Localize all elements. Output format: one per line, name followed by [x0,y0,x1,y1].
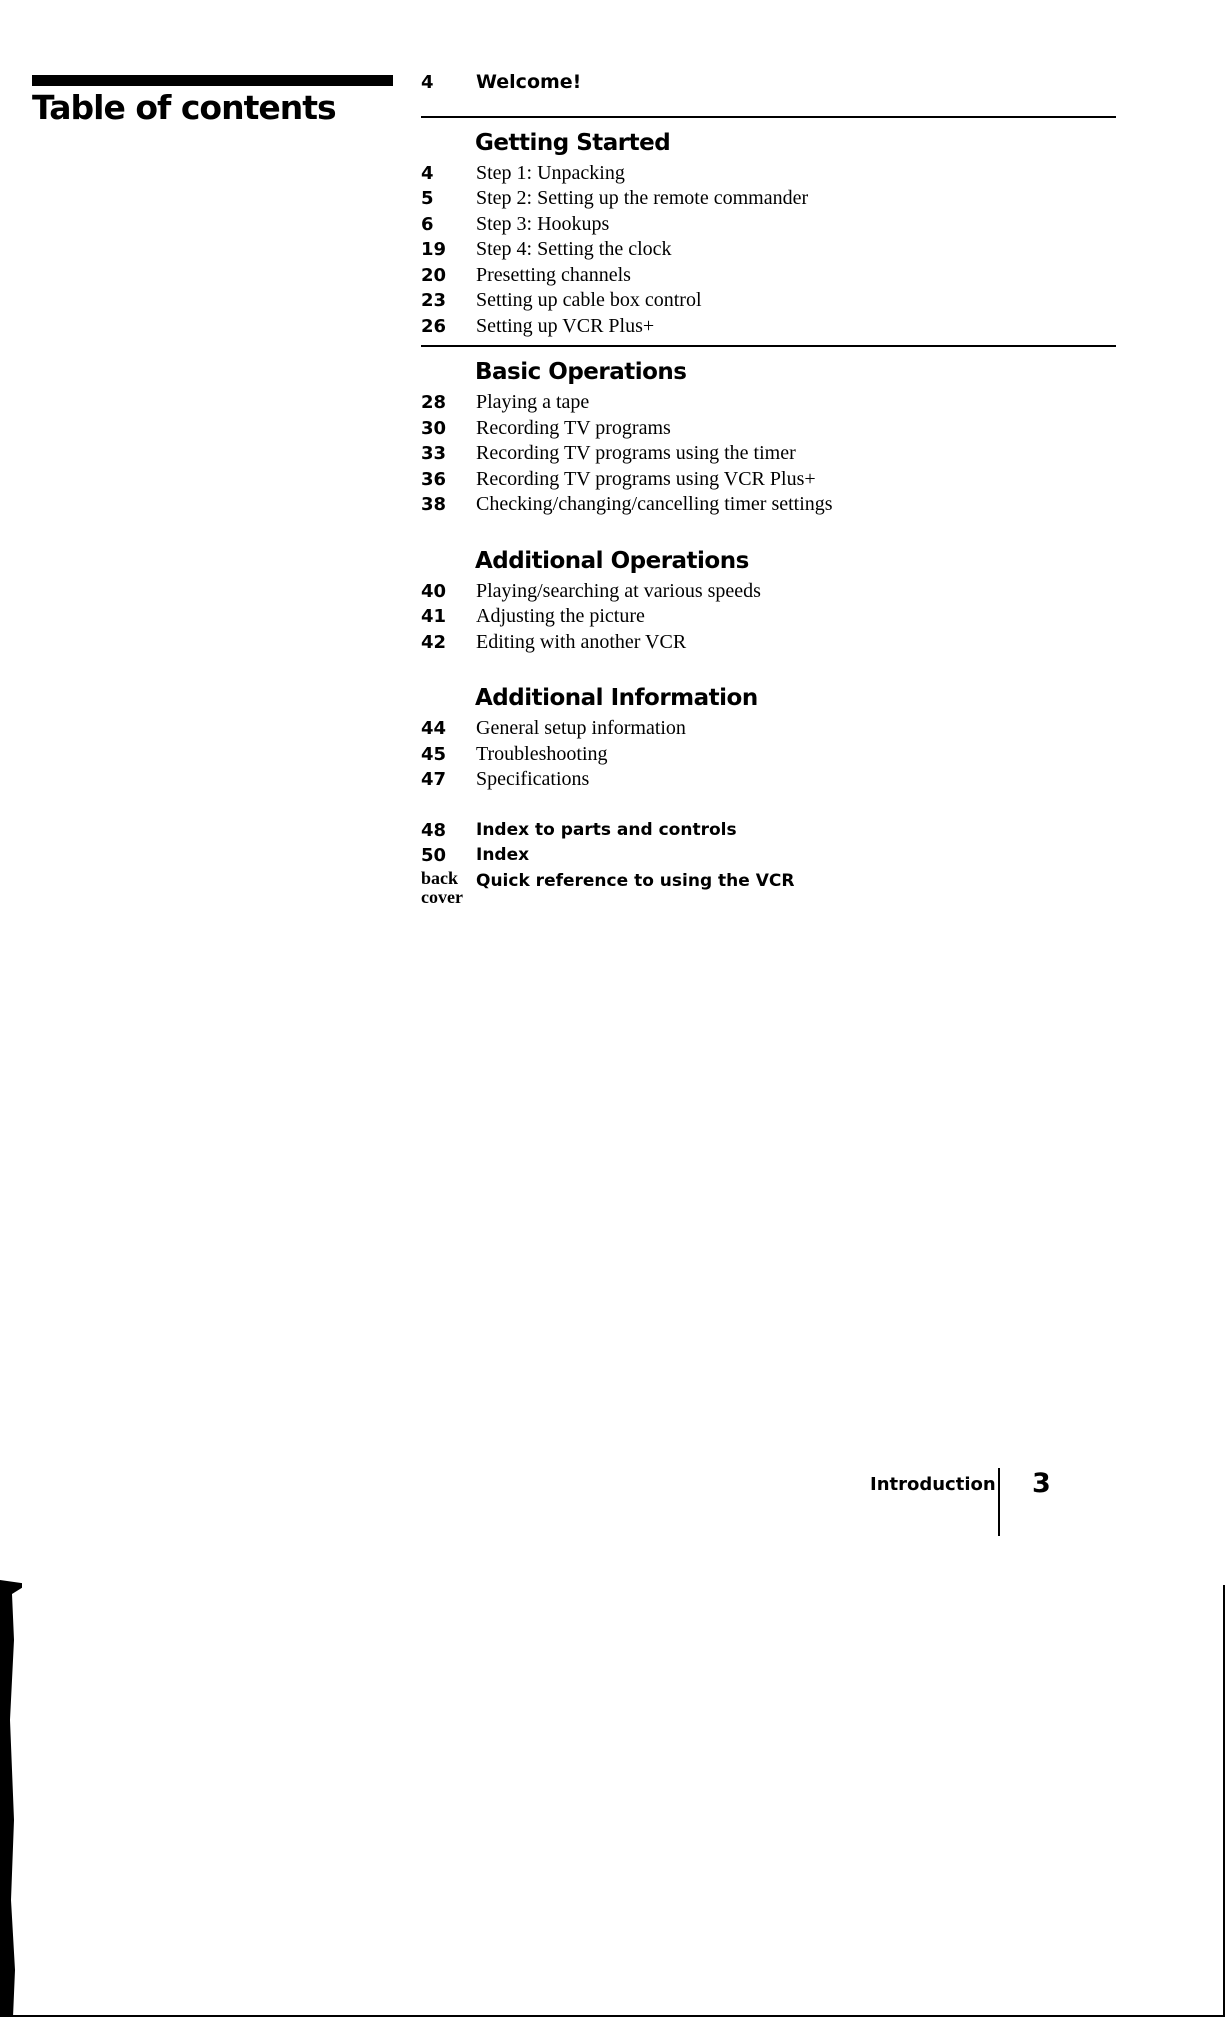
toc-entry[interactable] [421,186,1116,212]
footer-divider [998,1468,1000,1536]
toc-entry[interactable] [421,767,1116,793]
toc-entry[interactable] [421,212,1116,238]
toc-page-number: 44 [421,718,447,739]
toc-entry-label: Step 2: Setting up the remote commander [476,187,809,209]
toc-page-number: 4 [421,72,434,93]
toc-page-number: 30 [421,417,447,439]
toc-entry-quick-reference[interactable] [421,869,1116,909]
toc-page-number: 28 [421,392,447,413]
toc-entry[interactable] [421,742,1116,768]
section-basic-operations [421,347,1116,518]
toc-entry[interactable] [421,604,1116,630]
section-title: Additional Information [475,685,758,711]
page-title: Table of contents [32,88,336,127]
toc-entry-label: Checking/changing/cancelling timer settings [476,493,833,515]
toc-entry[interactable] [421,630,1116,656]
toc-entry-label: Recording TV programs using the timer [476,442,796,464]
toc-entry[interactable] [421,716,1116,742]
toc-entry[interactable] [421,237,1116,263]
toc-entry-label: Recording TV programs [476,416,671,439]
toc-entry-label: Setting up cable box control [476,289,702,311]
toc-entry-label: Specifications [476,768,590,790]
toc-entry[interactable] [421,492,1116,518]
section-getting-started [421,118,1116,340]
toc-entry-label: Index [476,845,530,865]
toc-entry-parts-index[interactable] [421,818,1116,844]
toc-entry-label: Troubleshooting [476,742,608,765]
toc-page-number: 42 [421,631,447,653]
toc-page-number: 26 [421,315,447,337]
section-title: Additional Operations [475,547,749,574]
toc-entry-label: Step 1: Unpacking [476,161,625,184]
toc-page-number [421,869,463,907]
toc-entry[interactable] [421,390,1116,416]
toc-page-number: 47 [421,769,447,790]
toc-entry-label: Index to parts and controls [476,819,737,840]
toc-page-number: 48 [421,819,447,841]
title-rule [32,75,393,86]
toc-entry-label: Setting up VCR Plus+ [476,314,655,337]
toc-entry-label: Step 3: Hookups [476,212,610,235]
toc-entry[interactable] [421,288,1116,314]
toc-entry[interactable] [421,263,1116,289]
section-additional-information [421,683,1116,793]
footer-page-number: 3 [1032,1468,1051,1499]
toc-page-number: 38 [421,494,447,515]
toc-page-number: 20 [421,264,447,286]
toc-page-number: 6 [421,213,434,235]
toc-page-number: 33 [421,443,447,464]
toc-entry[interactable] [421,314,1116,340]
toc-page-number: 19 [421,239,447,260]
toc-page-number: 40 [421,580,447,602]
toc-entry-label: Editing with another VCR [476,630,687,653]
toc-page-number: 36 [421,468,447,490]
footer-section-label: Introduction [870,1474,996,1495]
toc-page-line: cover [421,886,463,907]
toc-page-number: 4 [421,162,434,184]
toc-page-number: 50 [421,845,447,866]
toc-entry-label: Recording TV programs using VCR Plus+ [476,467,816,490]
toc-page-line: back [421,867,459,888]
toc-entry[interactable] [421,416,1116,442]
toc-entry-label: Playing/searching at various speeds [476,579,761,602]
toc-page-number: 41 [421,606,447,627]
toc-page-number: 23 [421,290,447,311]
toc-entry-label: Step 4: Setting the clock [476,238,672,260]
toc-entry-label: Quick reference to using the VCR [476,870,795,891]
binding-edge-mark [0,1580,22,2017]
toc-entry-label: Presetting channels [476,263,631,286]
toc-entry[interactable] [421,441,1116,467]
toc-page-number: 45 [421,743,447,765]
section-title: Getting Started [475,129,671,156]
toc-entry-index[interactable] [421,843,1116,869]
toc-list [421,70,1116,909]
toc-entry[interactable] [421,161,1116,187]
toc-entry[interactable] [421,579,1116,605]
section-additional-operations [421,546,1116,656]
toc-entry[interactable] [421,467,1116,493]
toc-page-number: 5 [421,188,434,209]
toc-entry-label: Welcome! [476,71,582,93]
toc-entry-label: General setup information [476,717,686,739]
toc-entry-welcome[interactable] [421,70,1116,96]
toc-entry-label: Playing a tape [476,391,590,413]
section-title: Basic Operations [475,359,687,385]
toc-entry-label: Adjusting the picture [476,605,645,627]
